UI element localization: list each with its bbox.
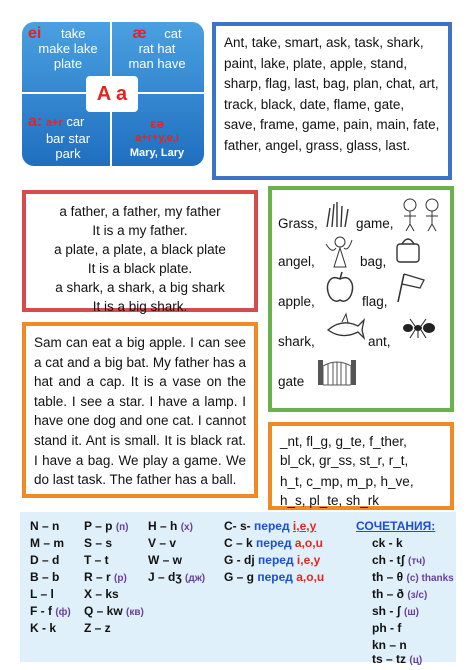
ae-word-1: cat [164,26,182,41]
sound-tile [22,22,204,166]
letter-rule: G – g перед a,o,u [224,570,325,584]
ae-quadrant [114,26,200,71]
letter-rule: L – l [30,587,54,601]
shark-icon [326,312,366,344]
phrases-box [22,190,258,312]
combination-rule: th – ð (з/с) [372,587,428,601]
flag-icon [394,272,428,304]
letter-rule: D – d [30,553,60,567]
phrase-line: It is a my father. [92,223,188,238]
missing-line: _nt, fl_g, g_te, f_ther, [280,434,407,449]
combination-rule: th – θ (с) thanks [372,570,454,584]
letter-rule: T – t [84,553,109,567]
ei-word-3: plate [53,56,83,71]
ei-word-1: take [60,26,86,41]
letter-rule: G - dj перед i,e,y [224,553,321,567]
missing-line: h_t, c_mp, m_p, h_ve, [280,474,414,489]
ant-icon [400,316,438,340]
ea-quadrant [114,116,200,161]
letter-rule: S – s [84,536,113,550]
phrase-line: a shark, a shark, a big shark [55,280,225,295]
letter-rule: X – ks [84,587,119,601]
letter-rule: R – r (р) [84,570,127,584]
picture-word: apple, [278,294,315,309]
missing-letters-box [268,422,454,510]
picture-word: ant, [368,334,391,349]
letter-rule: W – w [148,553,183,567]
letter-rule: N – n [30,519,60,533]
grass-icon [324,200,350,228]
picture-word: angel, [278,254,315,269]
a-long-word-2: bar star [45,131,91,146]
letter-a-badge: A a [86,76,138,112]
bag-icon [394,234,422,264]
ei-quadrant [28,26,108,71]
picture-word: gate [278,374,305,389]
letter-rule: F - f (ф) [30,604,71,618]
phrase-line: It is a big shark. [92,299,188,314]
a-long-symbol: a: [28,113,43,130]
combination-rule: ts – tz $_{(ц)}$ [372,652,423,666]
apple-icon [324,270,356,304]
phrase-line: a plate, a plate, a black plate [54,242,226,257]
pictures-box [268,186,454,412]
word-list-text: Ant, take, smart, ask, task, shark, paint, lake, plate, apple, stand, sharp, flag, last, bag, plan, chat, art, track, black, date, flame, gate, save, frame, game, pain, main, fate, father, angel, grass, glass, last. [224,35,440,153]
word-list-box [212,22,452,180]
a-long-word-1: car [66,114,85,129]
picture-word: bag, [360,254,387,269]
combination-rule: ck - k [372,536,403,550]
picture-word: shark, [278,334,315,349]
a-long-word-3: park [55,146,81,161]
combination-rule: kn – n [372,638,407,652]
letter-rule: V – v [148,536,177,550]
a-long-rule: a+r [45,117,63,129]
phrase-line: It is a black plate. [87,261,193,276]
letter-rule: K - k [30,621,57,635]
ea-rule: a+r+y,e,i [135,132,179,144]
phrase-line: a father, a father, my father [59,204,221,219]
children-playing-icon [400,196,444,232]
letter-rule: J – dʒ (дж) [148,570,206,584]
letter-rule: Z – z [84,621,111,635]
a-long-quadrant [28,114,108,161]
missing-line: h_s, pl_te, sh_rk [280,493,380,508]
combinations-header: СОЧЕТАНИЯ: [356,519,436,533]
picture-word: flag, [362,294,388,309]
letter-rule: H – h (х) [148,519,193,533]
story-box [22,322,258,498]
ea-words: Mary, Lary [129,147,185,159]
letter-rule: M – m [30,536,65,550]
picture-word: game, [356,216,394,231]
ae-word-3: man have [128,56,186,71]
letter-rule: C – k перед a,o,u [224,536,323,550]
letter-rule: Q – kw (кв) [84,604,144,618]
alphabet-panel [20,512,456,666]
story-text: Sam can eat a big apple. I can see a cat and a big bat. My father has a hat and a cap. It is a vase on the table. I see a star. I have a lamp. I have one dog and one cat. I cannot stand it. Ant is small. It is black rat. I have a bag. We play a game. We do last task. The father has a ball. [34,335,246,488]
combination-rule: ph - f [372,621,402,635]
missing-line: bl_ck, gr_ss, st_r, r_t, [280,453,409,468]
letter-rule: C- s- перед i,e,y [224,519,317,533]
combination-rule: ch - tʃ (тч) [372,553,426,567]
picture-word: Grass, [278,216,318,231]
letter-rule: P – p (п) [84,519,129,533]
letter-rule: B – b [30,570,60,584]
ei-symbol: ei [28,25,42,42]
ae-symbol: æ [132,25,147,42]
combination-rule: sh - ʃ (ш) [372,604,420,618]
gate-icon [316,354,358,386]
ae-word-2: rat hat [138,41,176,56]
ei-word-2: make lake [38,41,98,56]
ea-symbol: ɛə [150,116,164,131]
angel-icon [322,234,354,268]
